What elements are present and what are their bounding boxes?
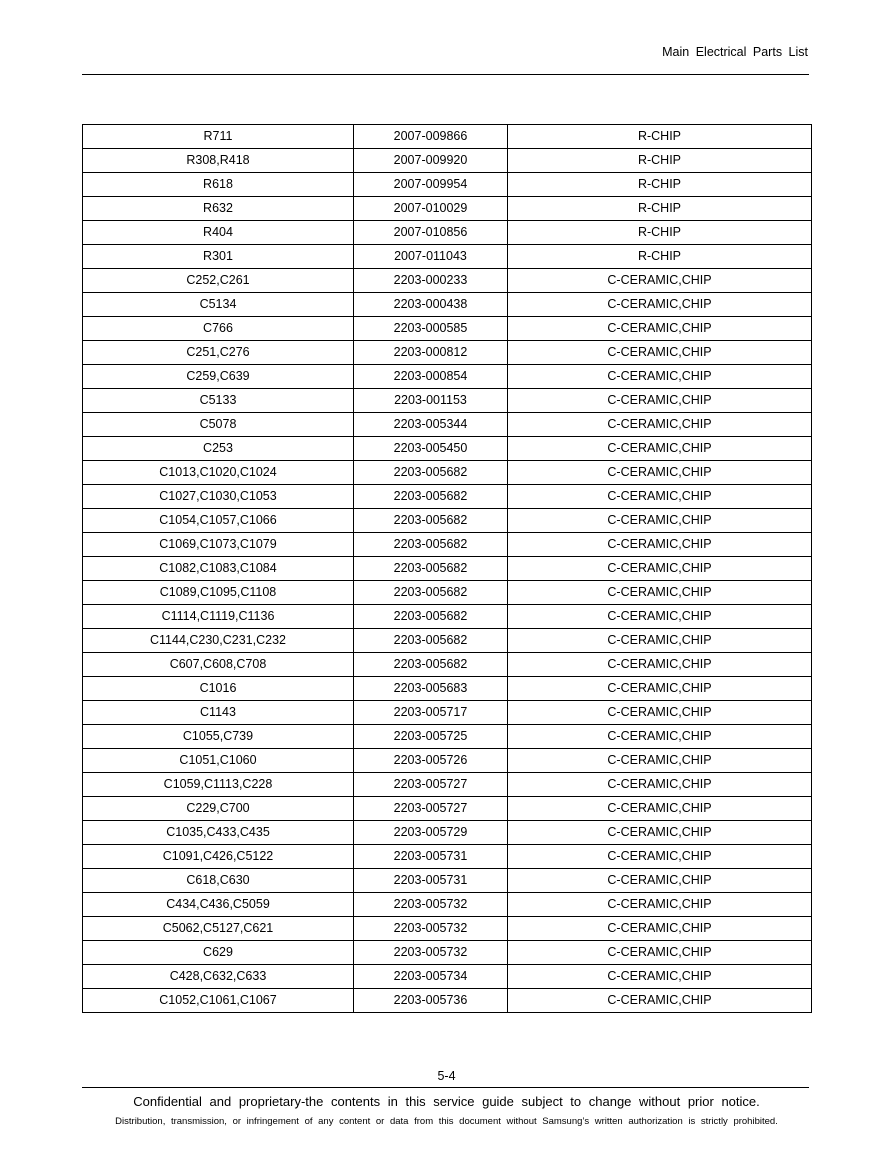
- table-row: [83, 197, 812, 221]
- distribution-notice: Distribution, transmission, or infringement of any content or data from this document without Samsung’s written authorization is strictly prohibited.: [115, 1116, 778, 1127]
- table-row: [83, 869, 812, 893]
- description-cell: C-CERAMIC,CHIP: [508, 893, 812, 917]
- part-number-cell: 2203-005736: [354, 989, 508, 1013]
- description-cell: C-CERAMIC,CHIP: [508, 389, 812, 413]
- description-cell: C-CERAMIC,CHIP: [508, 725, 812, 749]
- location-cell: C1059,C1113,C228: [83, 773, 354, 797]
- table-row: [83, 965, 812, 989]
- part-number-cell: 2203-005682: [354, 485, 508, 509]
- table-row: [83, 917, 812, 941]
- location-cell: R711: [83, 125, 354, 149]
- table-row: [83, 149, 812, 173]
- part-number-cell: 2203-005682: [354, 581, 508, 605]
- description-cell: R-CHIP: [508, 245, 812, 269]
- part-number-cell: 2203-005732: [354, 917, 508, 941]
- location-cell: C1091,C426,C5122: [83, 845, 354, 869]
- part-number-cell: 2203-005344: [354, 413, 508, 437]
- location-cell: C5134: [83, 293, 354, 317]
- description-cell: C-CERAMIC,CHIP: [508, 917, 812, 941]
- location-cell: C1143: [83, 701, 354, 725]
- description-cell: R-CHIP: [508, 149, 812, 173]
- part-number-cell: 2007-009866: [354, 125, 508, 149]
- table-row: [83, 437, 812, 461]
- location-cell: C5062,C5127,C621: [83, 917, 354, 941]
- table-row: [83, 221, 812, 245]
- description-cell: C-CERAMIC,CHIP: [508, 845, 812, 869]
- part-number-cell: 2203-005682: [354, 533, 508, 557]
- table-row: [83, 893, 812, 917]
- table-row: [83, 341, 812, 365]
- table-row: [83, 389, 812, 413]
- table-row: [83, 509, 812, 533]
- description-cell: C-CERAMIC,CHIP: [508, 989, 812, 1013]
- table-row: [83, 581, 812, 605]
- part-number-cell: 2203-005731: [354, 845, 508, 869]
- table-row: [83, 173, 812, 197]
- page-header-title: Main Electrical Parts List: [662, 45, 808, 59]
- description-cell: R-CHIP: [508, 197, 812, 221]
- table-row: [83, 845, 812, 869]
- description-cell: C-CERAMIC,CHIP: [508, 269, 812, 293]
- location-cell: C253: [83, 437, 354, 461]
- description-cell: C-CERAMIC,CHIP: [508, 821, 812, 845]
- part-number-cell: 2007-009954: [354, 173, 508, 197]
- part-number-cell: 2203-005727: [354, 773, 508, 797]
- location-cell: C259,C639: [83, 365, 354, 389]
- table-row: [83, 485, 812, 509]
- description-cell: C-CERAMIC,CHIP: [508, 317, 812, 341]
- description-cell: C-CERAMIC,CHIP: [508, 869, 812, 893]
- description-cell: C-CERAMIC,CHIP: [508, 677, 812, 701]
- table-row: [83, 677, 812, 701]
- location-cell: C1144,C230,C231,C232: [83, 629, 354, 653]
- table-row: [83, 725, 812, 749]
- location-cell: R301: [83, 245, 354, 269]
- table-row: [83, 317, 812, 341]
- description-cell: C-CERAMIC,CHIP: [508, 413, 812, 437]
- parts-table-body: [83, 125, 812, 1013]
- location-cell: C1089,C1095,C1108: [83, 581, 354, 605]
- description-cell: C-CERAMIC,CHIP: [508, 701, 812, 725]
- location-cell: R308,R418: [83, 149, 354, 173]
- part-number-cell: 2203-005731: [354, 869, 508, 893]
- description-cell: C-CERAMIC,CHIP: [508, 341, 812, 365]
- part-number-cell: 2203-005682: [354, 509, 508, 533]
- part-number-cell: 2007-010856: [354, 221, 508, 245]
- description-cell: C-CERAMIC,CHIP: [508, 653, 812, 677]
- table-row: [83, 989, 812, 1013]
- table-row: [83, 125, 812, 149]
- part-number-cell: 2203-005725: [354, 725, 508, 749]
- table-row: [83, 533, 812, 557]
- table-row: [83, 557, 812, 581]
- part-number-cell: 2203-001153: [354, 389, 508, 413]
- table-row: [83, 629, 812, 653]
- description-cell: C-CERAMIC,CHIP: [508, 533, 812, 557]
- part-number-cell: 2203-005682: [354, 629, 508, 653]
- part-number-cell: 2203-000585: [354, 317, 508, 341]
- table-row: [83, 821, 812, 845]
- table-row: [83, 797, 812, 821]
- part-number-cell: 2203-005732: [354, 941, 508, 965]
- description-cell: C-CERAMIC,CHIP: [508, 797, 812, 821]
- description-cell: C-CERAMIC,CHIP: [508, 581, 812, 605]
- description-cell: C-CERAMIC,CHIP: [508, 749, 812, 773]
- table-row: [83, 605, 812, 629]
- description-cell: C-CERAMIC,CHIP: [508, 941, 812, 965]
- location-cell: C607,C608,C708: [83, 653, 354, 677]
- part-number-cell: 2203-000812: [354, 341, 508, 365]
- part-number-cell: 2203-005682: [354, 653, 508, 677]
- location-cell: C252,C261: [83, 269, 354, 293]
- description-cell: R-CHIP: [508, 221, 812, 245]
- location-cell: C1055,C739: [83, 725, 354, 749]
- location-cell: C1027,C1030,C1053: [83, 485, 354, 509]
- part-number-cell: 2203-000854: [354, 365, 508, 389]
- location-cell: C1013,C1020,C1024: [83, 461, 354, 485]
- table-row: [83, 413, 812, 437]
- location-cell: C229,C700: [83, 797, 354, 821]
- part-number-cell: 2203-005726: [354, 749, 508, 773]
- location-cell: C5078: [83, 413, 354, 437]
- part-number-cell: 2007-009920: [354, 149, 508, 173]
- table-row: [83, 653, 812, 677]
- description-cell: C-CERAMIC,CHIP: [508, 605, 812, 629]
- location-cell: C1114,C1119,C1136: [83, 605, 354, 629]
- location-cell: C1035,C433,C435: [83, 821, 354, 845]
- table-row: [83, 941, 812, 965]
- part-number-cell: 2203-005682: [354, 461, 508, 485]
- table-row: [83, 245, 812, 269]
- description-cell: C-CERAMIC,CHIP: [508, 629, 812, 653]
- table-row: [83, 749, 812, 773]
- table-row: [83, 773, 812, 797]
- location-cell: C1069,C1073,C1079: [83, 533, 354, 557]
- part-number-cell: 2203-000438: [354, 293, 508, 317]
- part-number-cell: 2203-005729: [354, 821, 508, 845]
- location-cell: C1051,C1060: [83, 749, 354, 773]
- location-cell: C5133: [83, 389, 354, 413]
- description-cell: C-CERAMIC,CHIP: [508, 461, 812, 485]
- location-cell: C1052,C1061,C1067: [83, 989, 354, 1013]
- description-cell: C-CERAMIC,CHIP: [508, 557, 812, 581]
- part-number-cell: 2203-005727: [354, 797, 508, 821]
- part-number-cell: 2203-005734: [354, 965, 508, 989]
- location-cell: C629: [83, 941, 354, 965]
- description-cell: R-CHIP: [508, 173, 812, 197]
- footer-divider: [82, 1087, 809, 1088]
- location-cell: C1082,C1083,C1084: [83, 557, 354, 581]
- table-row: [83, 293, 812, 317]
- location-cell: R632: [83, 197, 354, 221]
- description-cell: C-CERAMIC,CHIP: [508, 365, 812, 389]
- part-number-cell: 2007-011043: [354, 245, 508, 269]
- location-cell: C766: [83, 317, 354, 341]
- table-row: [83, 461, 812, 485]
- part-number-cell: 2203-000233: [354, 269, 508, 293]
- parts-table: [82, 124, 812, 1013]
- description-cell: R-CHIP: [508, 125, 812, 149]
- confidential-notice: Confidential and proprietary-the contents in this service guide subject to change without prior notice.: [133, 1094, 760, 1109]
- page-number: 5-4: [437, 1069, 456, 1083]
- header-divider: [82, 74, 809, 75]
- location-cell: C251,C276: [83, 341, 354, 365]
- location-cell: R618: [83, 173, 354, 197]
- description-cell: C-CERAMIC,CHIP: [508, 437, 812, 461]
- location-cell: C1054,C1057,C1066: [83, 509, 354, 533]
- table-row: [83, 701, 812, 725]
- part-number-cell: 2203-005682: [354, 605, 508, 629]
- description-cell: C-CERAMIC,CHIP: [508, 773, 812, 797]
- part-number-cell: 2203-005683: [354, 677, 508, 701]
- table-row: [83, 365, 812, 389]
- description-cell: C-CERAMIC,CHIP: [508, 965, 812, 989]
- location-cell: C1016: [83, 677, 354, 701]
- part-number-cell: 2203-005682: [354, 557, 508, 581]
- description-cell: C-CERAMIC,CHIP: [508, 485, 812, 509]
- location-cell: C428,C632,C633: [83, 965, 354, 989]
- part-number-cell: 2203-005450: [354, 437, 508, 461]
- description-cell: C-CERAMIC,CHIP: [508, 509, 812, 533]
- table-row: [83, 269, 812, 293]
- location-cell: R404: [83, 221, 354, 245]
- description-cell: C-CERAMIC,CHIP: [508, 293, 812, 317]
- location-cell: C618,C630: [83, 869, 354, 893]
- location-cell: C434,C436,C5059: [83, 893, 354, 917]
- part-number-cell: 2007-010029: [354, 197, 508, 221]
- part-number-cell: 2203-005717: [354, 701, 508, 725]
- part-number-cell: 2203-005732: [354, 893, 508, 917]
